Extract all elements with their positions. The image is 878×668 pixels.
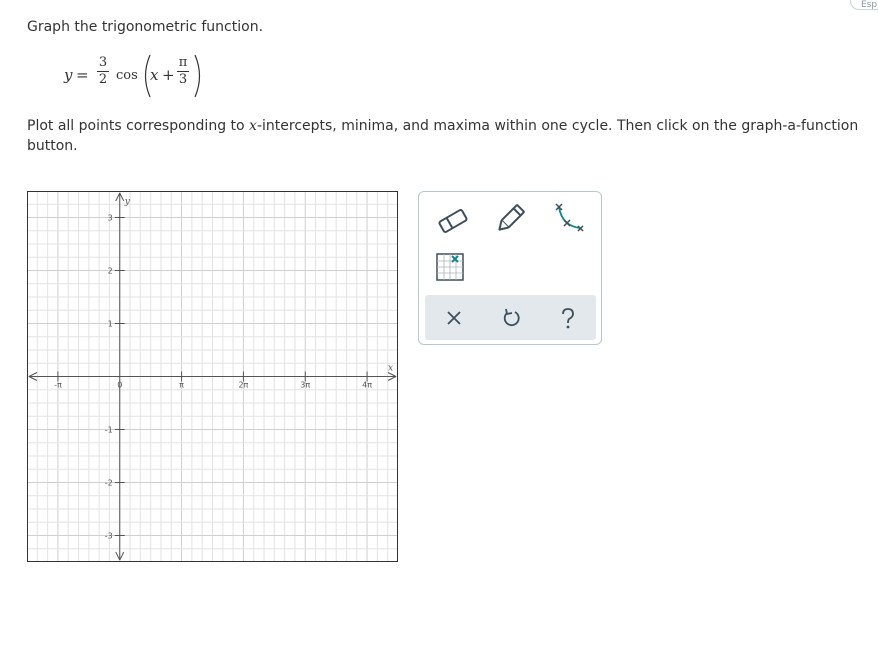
instruction-body (27, 116, 877, 156)
equation-variable: x (150, 66, 159, 84)
help-icon[interactable] (553, 303, 583, 333)
eraser-icon[interactable] (435, 203, 471, 239)
action-bar (425, 295, 596, 340)
coefficient-fraction (96, 55, 110, 88)
coefficient-denominator: 2 (98, 72, 108, 87)
tool-palette (418, 191, 602, 345)
right-paren (193, 52, 205, 100)
y-tick-label: -2 (104, 478, 113, 488)
x-tick-label: 0 (117, 380, 123, 390)
x-tick-label: 2π (238, 380, 249, 390)
x-axis-label: x (388, 363, 394, 374)
pencil-icon[interactable] (492, 201, 528, 237)
x-tick-label: -π (54, 380, 62, 390)
y-tick-label: 2 (107, 266, 113, 276)
y-tick-label: 1 (107, 319, 113, 329)
function-name: cos (116, 68, 138, 83)
undo-icon[interactable] (496, 303, 526, 333)
coefficient-numerator: 3 (98, 55, 108, 70)
y-tick-label: 3 (107, 213, 113, 223)
equation-lhs: y (64, 66, 73, 84)
x-tick-label: π (179, 380, 184, 390)
instruction-variable: x (249, 118, 257, 134)
graph-a-function-icon[interactable] (550, 200, 586, 236)
equation-equals: = (76, 66, 89, 84)
y-axis-label: y (124, 197, 130, 207)
shift-denominator: 3 (178, 72, 188, 87)
y-tick-label: -3 (104, 531, 113, 541)
x-tick-label: 4π (362, 380, 373, 390)
point-grid-icon[interactable] (433, 250, 467, 284)
graph-canvas[interactable] (27, 191, 398, 562)
equation (64, 52, 224, 100)
equation-plus: + (162, 66, 175, 84)
shift-fraction (176, 55, 190, 88)
instruction-part-2: -intercepts, minima, and maxima within one cycle. Then click on the graph-a-function button. (27, 118, 859, 154)
instruction-title: Graph the trigonometric function. (27, 19, 264, 35)
x-tick-label: 3π (300, 380, 311, 390)
shift-numerator: π (178, 55, 188, 70)
instruction-part-1: Plot all points corresponding to (27, 118, 250, 134)
y-tick-label: -1 (104, 425, 113, 435)
close-icon[interactable] (439, 303, 469, 333)
language-toggle-button[interactable]: Esp (850, 0, 878, 10)
